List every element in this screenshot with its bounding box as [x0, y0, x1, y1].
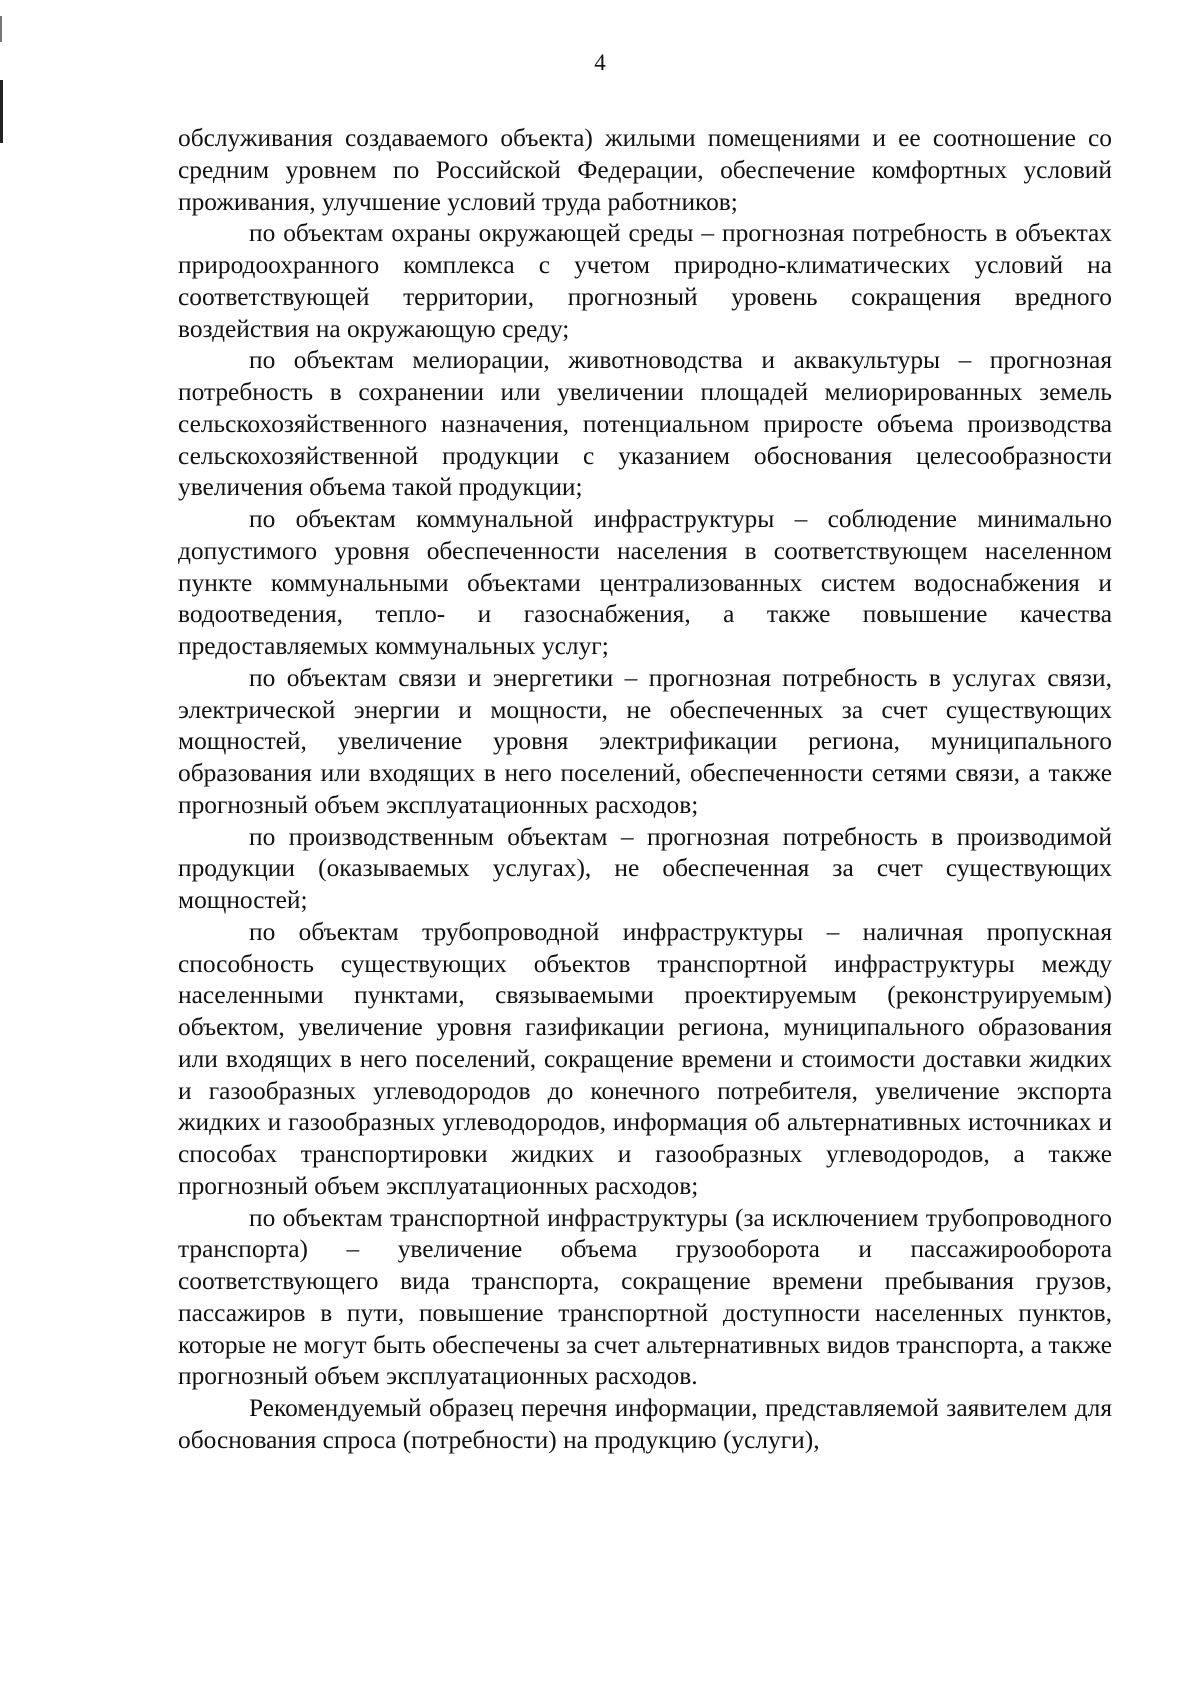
document-body: [178, 123, 1112, 1457]
scan-artifact-mark: [0, 16, 2, 42]
paragraph-pipeline-infrastructure: по объектам трубопроводной инфраструктуры – наличная пропускная способность существующих объектов транспортной инфраструктуры между населенными пунктами, связываемыми проектируемым (реконструируемым) объектом, увеличение уровня газификации региона, муниципального образования или входящих в него поселений, сокращение времени и стоимости доставки жидких и газообразных углеводородов до конечного потребителя, увеличение экспорта жидких и газообразных углеводородов, информация об альтернативных источниках и способах транспортировки жидких и газообразных углеводородов, а также прогнозный объем эксплуатационных расходов;: [178, 917, 1112, 1200]
paragraph-melioration-livestock: по объектам мелиорации, животноводства и аквакультуры – прогнозная потребность в сохранении или увеличении площадей мелиорированных земель сельскохозяйственного назначения, потенциальном приросте объема производства сельскохозяйственной продукции с указанием обоснования целесообразности увеличения объема такой продукции;: [178, 346, 1112, 502]
paragraph-production-facilities: по производственным объектам – прогнозная потребность в производимой продукции (оказываемых услугах), не обеспеченная за счет существующих мощностей;: [178, 822, 1112, 914]
paragraph-housing-continuation: обслуживания создаваемого объекта) жилыми помещениями и ее соотношение со средним уровнем по Российской Федерации, обеспечение комфортных условий проживания, улучшение условий труда работников;: [178, 124, 1112, 216]
paragraph-communications-energy: по объектам связи и энергетики – прогнозная потребность в услугах связи, электрической энергии и мощности, не обеспеченных за счет существующих мощностей, увеличение уровня электрификации региона, муниципального образования или входящих в него поселений, обеспеченности сетями связи, а также прогнозный объем эксплуатационных расходов;: [178, 663, 1112, 819]
paragraph-environment-protection: по объектам охраны окружающей среды – прогнозная потребность в объектах природоохранного комплекса с учетом природно-климатических условий на соответствующей территории, прогнозный уровень сокращения вредного воздействия на окружающую среду;: [178, 219, 1112, 343]
page-number: 4: [594, 50, 606, 75]
paragraph-transport-infrastructure: по объектам транспортной инфраструктуры (за исключением трубопроводного транспорта) – увеличение объема грузооборота и пассажирооборота соответствующего вида транспорта, сокращение времени пребывания грузов, пассажиров в пути, повышение транспортной доступности населенных пунктов, которые не могут быть обеспечены за счет альтернативных видов транспорта, а также прогнозный объем эксплуатационных расходов.: [178, 1203, 1112, 1391]
paragraph-communal-infrastructure: по объектам коммунальной инфраструктуры – соблюдение минимально допустимого уровня обеспеченности населения в соответствующем населенном пункте коммунальными объектами централизованных систем водоснабжения и водоотведения, тепло- и газоснабжения, а также повышение качества предоставляемых коммунальных услуг;: [178, 505, 1112, 660]
paragraph-recommended-sample: Рекомендуемый образец перечня информации, представляемой заявителем для обоснования спроса (потребности) на продукцию (услуги),: [178, 1394, 1112, 1454]
scan-margin-line: [0, 80, 3, 143]
